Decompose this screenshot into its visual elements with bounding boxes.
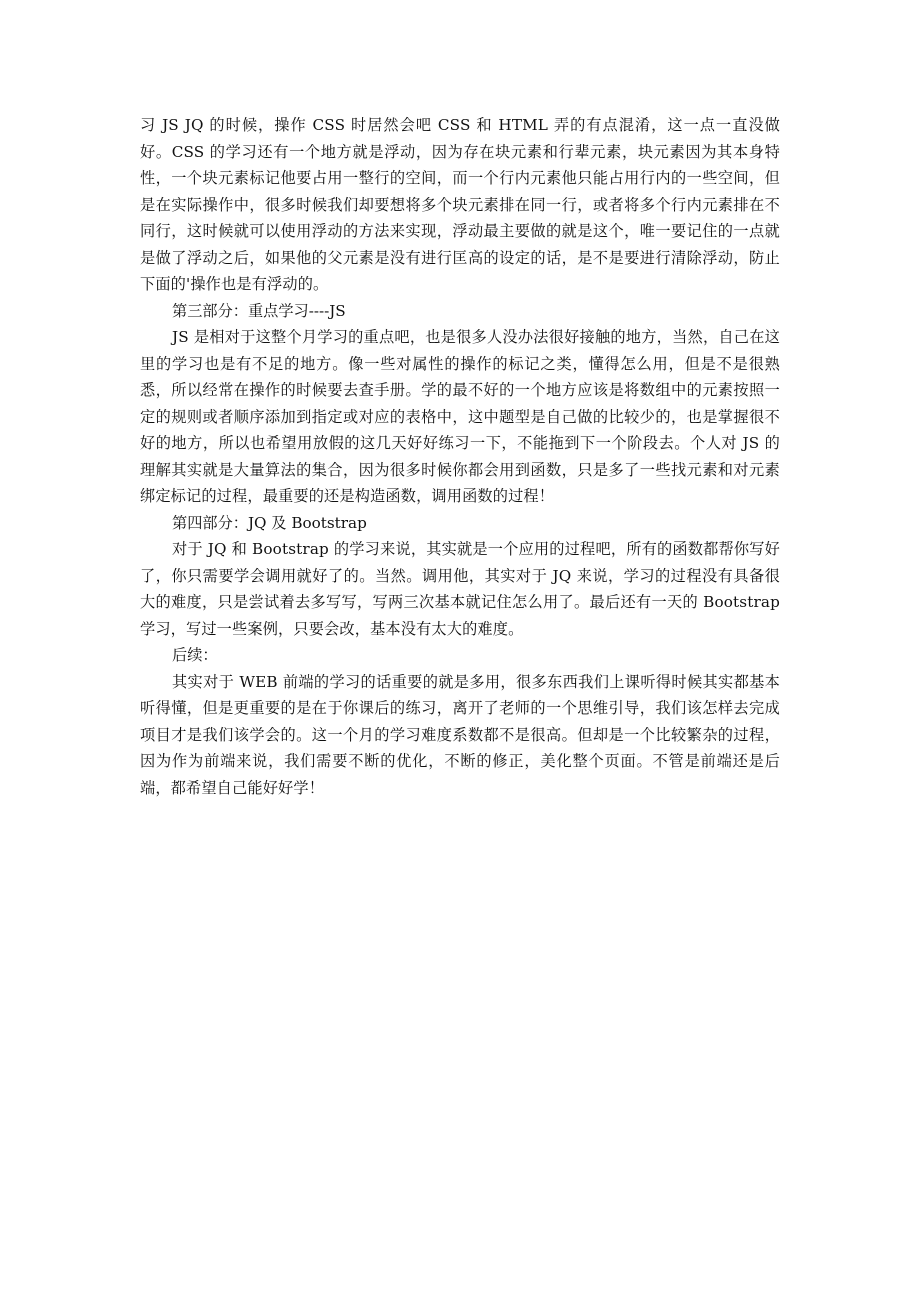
section-heading-jq-bootstrap: 第四部分：JQ 及 Bootstrap xyxy=(172,513,367,532)
section-heading-followup: 后续： xyxy=(172,646,218,664)
paragraph-css-float: 习 JS JQ 的时候，操作 CSS 时居然会吧 CSS 和 HTML 弄的有点混淆，这一点一直没做好。CSS 的学习还有一个地方就是浮动，因为存在块元素和行辈元素，块元素因为其本身特性，一个块元素标记他要占用一整行的空间，而一个行内元素他只能占用行内的一些空间，但是在实际操作中，很多时候我们却要想将多个块元素排在同一行，或者将多个行内元素排在不同行，这时候就可以使用浮动的方法来实现，浮动最主要做的就是这个，唯一要记住的一点就是做了浮动之后，如果他的父元素是没有进行匡高的设定的话，是不是要进行清除浮动，防止下面的'操作也是有浮动的。 xyxy=(140,116,780,293)
document-body xyxy=(140,112,780,801)
paragraph-followup: 其实对于 WEB 前端的学习的话重要的就是多用，很多东西我们上课听得时候其实都基本听得懂，但是更重要的是在于你课后的练习，离开了老师的一个思维引导，我们该怎样去完成项目才是我们该学会的。这一个月的学习难度系数都不是很高。但却是一个比较繁杂的过程，因为作为前端来说，我们需要不断的优化，不断的修正，美化整个页面。不管是前端还是后端，都希望自己能好好学！ xyxy=(140,672,780,797)
paragraph-jq-bootstrap: 对于 JQ 和 Bootstrap 的学习来说，其实就是一个应用的过程吧，所有的函数都帮你写好了，你只需要学会调用就好了的。当然。调用他，其实对于 JQ 来说，学习的过程没有具备很大的难度，只是尝试着去多写写，写两三次基本就记住怎么用了。最后还有一天的 Bootstrap 学习，写过一些案例，只要会改，基本没有太大的难度。 xyxy=(140,540,780,638)
paragraph-js: JS 是相对于这整个月学习的重点吧，也是很多人没办法很好接触的地方，当然，自己在这里的学习也是有不足的地方。像一些对属性的操作的标记之类，懂得怎么用，但是不是很熟悉，所以经常在操作的时候要去查手册。学的最不好的一个地方应该是将数组中的元素按照一定的规则或者顺序添加到指定或对应的表格中，这中题型是自己做的比较少的，也是掌握很不好的地方，所以也希望用放假的这几天好好练习一下，不能拖到下一个阶段去。个人对 JS 的理解其实就是大量算法的集合，因为很多时候你都会用到函数，只是多了一些找元素和对元素绑定标记的过程，最重要的还是构造函数，调用函数的过程！ xyxy=(140,328,780,505)
section-heading-js: 第三部分：重点学习----JS xyxy=(172,301,346,320)
